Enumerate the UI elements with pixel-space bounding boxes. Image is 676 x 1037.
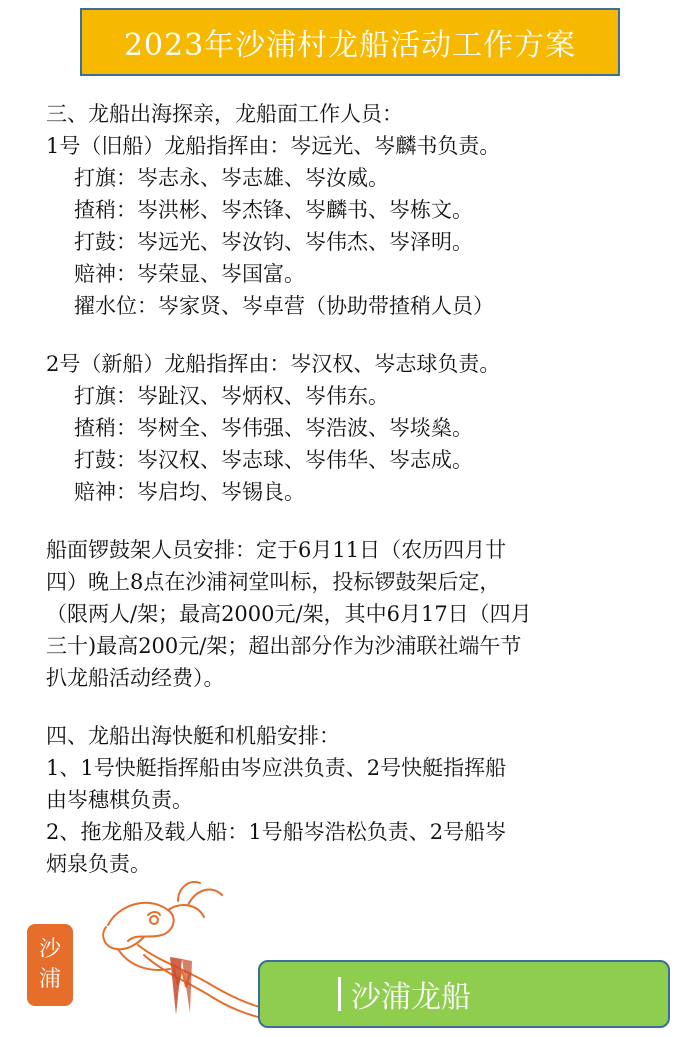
boat2-role-drum: 打鼓：岑汉权、岑志球、岑伟华、岑志成。 [74,448,473,472]
shapu-seal [27,924,73,1006]
boat2-leader: 2号（新船）龙船指挥由：岑汉权、岑志球负责。 [46,352,501,376]
boat1-role-drum: 打鼓：岑远光、岑汝钧、岑伟杰、岑泽明。 [74,230,473,254]
boat2-role-steer: 揸稍：岑树全、岑伟强、岑浩波、岑埮燊。 [74,416,473,440]
gong-drum-line: （限两人/架；最高2000元/架，其中6月17日（四月 [46,602,532,626]
footer-accent-bar [338,977,341,1011]
boat2-role-flag: 打旗：岑趾汉、岑炳权、岑伟东。 [74,384,389,408]
section4-item-line: 1、1号快艇指挥船由岑应洪负责、2号快艇指挥船 [46,756,507,780]
dragon-head-illustration [78,865,278,1030]
boat1-leader: 1号（旧船）龙船指挥由：岑远光、岑麟书负责。 [46,134,501,158]
section3-heading: 三、龙船出海探亲，龙船面工作人员： [46,102,403,126]
section4-item-line: 由岑穗棋负责。 [46,788,193,812]
gong-drum-line: 扒龙船活动经费）。 [46,666,225,690]
gong-drum-line: 三十)最高200元/架；超出部分作为沙浦联社端午节 [46,634,522,658]
seal-char: 浦 [38,967,61,992]
document-body [46,98,660,880]
boat1-role-steer: 揸稍：岑洪彬、岑杰锋、岑麟书、岑栋文。 [74,198,473,222]
boat1-role-flag: 打旗：岑志永、岑志雄、岑汝威。 [74,166,389,190]
section4-item-line: 炳泉负责。 [46,852,151,876]
gong-drum-line: 船面锣鼓架人员安排：定于6月11日（农历四月廿 [46,538,507,562]
footer-label: 沙浦龙船 [351,980,471,1015]
boat2-role-deity: 赔神：岑启均、岑锡良。 [74,480,305,504]
boat1-role-deity: 赔神：岑荣显、岑国富。 [74,262,305,286]
gong-drum-line: 四）晚上8点在沙浦祠堂叫标，投标锣鼓架后定， [46,570,501,594]
title-banner [80,8,620,76]
section4-item-line: 2、拖龙船及载人船：1号船岑浩松负责、2号船岑 [46,820,507,844]
section4-heading: 四、龙船出海快艇和机船安排： [46,724,340,748]
footer-banner [258,960,670,1028]
seal-char: 沙 [38,937,61,962]
boat1-role-paddle: 擢水位：岑家贤、岑卓营（协助带揸稍人员） [74,294,494,318]
page-title: 2023年沙浦村龙船活动工作方案 [123,28,577,63]
